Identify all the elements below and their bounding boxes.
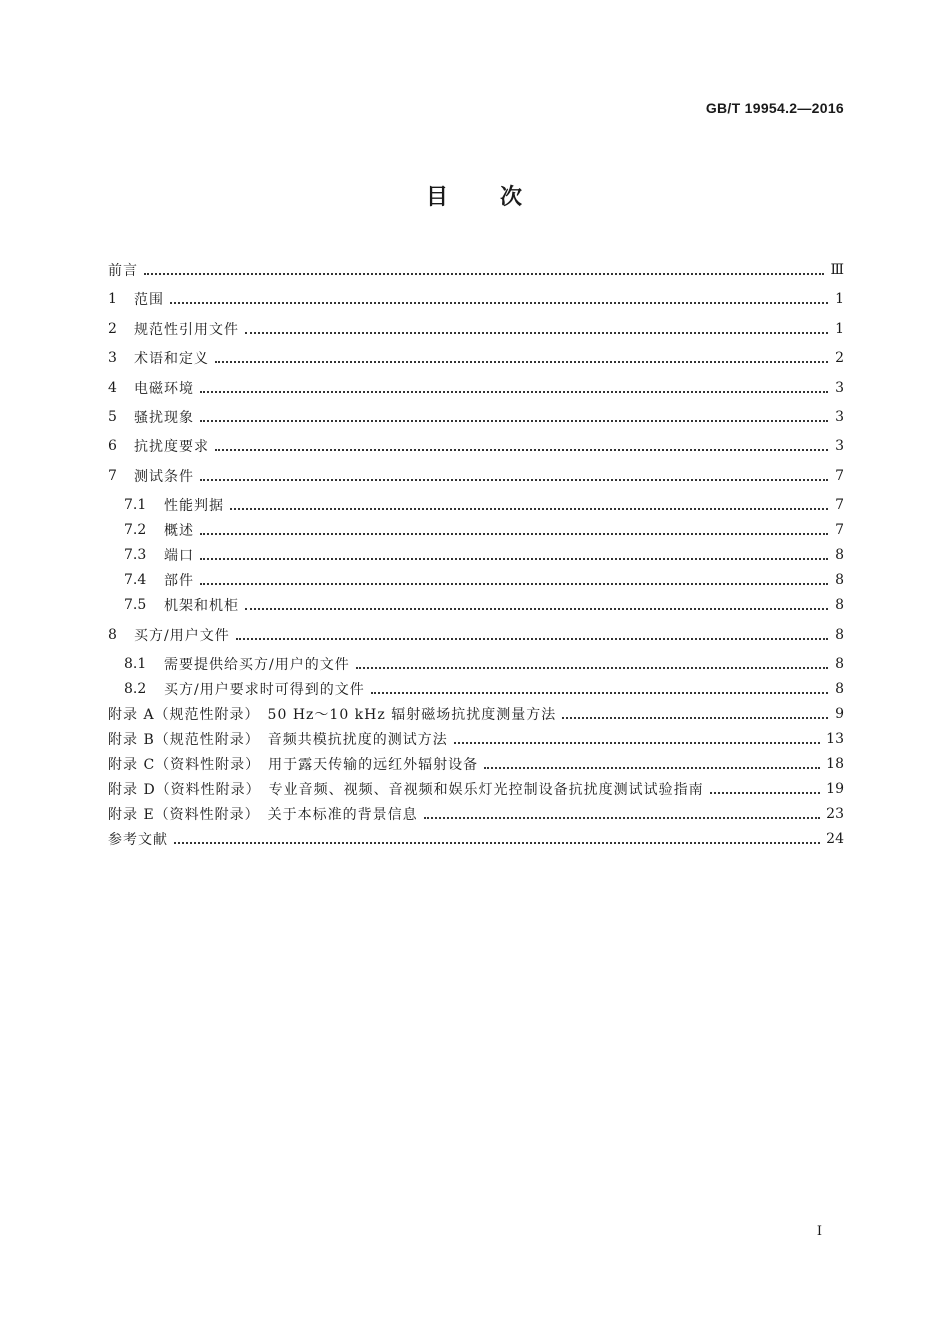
- toc-entry-annex-a[interactable]: [108, 702, 844, 726]
- dot-leader: [484, 753, 820, 769]
- toc-entry-7-1[interactable]: [124, 493, 844, 517]
- toc-page: 8: [835, 572, 844, 588]
- dot-leader: [710, 778, 820, 794]
- dot-leader: [230, 494, 828, 510]
- toc-page: 8: [835, 681, 844, 697]
- toc-num: 7.4: [124, 572, 147, 588]
- toc-label: 需要提供给买方/用户的文件: [164, 657, 350, 673]
- toc-entry-7[interactable]: [108, 464, 844, 488]
- toc-label: 电磁环境: [134, 381, 194, 397]
- toc-num: 8: [108, 627, 117, 643]
- dot-leader: [200, 544, 828, 560]
- toc-entry-annex-b[interactable]: [108, 727, 844, 751]
- toc-num: 7.5: [124, 597, 147, 613]
- toc-page: 8: [835, 627, 844, 643]
- dot-leader: [454, 728, 820, 744]
- toc-entry-6[interactable]: [108, 434, 844, 458]
- toc-title-char-2: 次: [500, 185, 525, 210]
- toc-page: 7: [835, 497, 844, 513]
- toc-label: 附录 A（规范性附录） 50 Hz～10 kHz 辐射磁场抗扰度测量方法: [108, 707, 557, 723]
- toc-entry-5[interactable]: [108, 405, 844, 429]
- toc-page: 7: [835, 468, 844, 484]
- dot-leader: [371, 678, 828, 694]
- dot-leader: [200, 406, 828, 422]
- toc-entry-2[interactable]: [108, 317, 844, 341]
- toc-page: 23: [826, 806, 844, 822]
- toc-page: 9: [835, 706, 844, 722]
- toc-label: 附录 C（资料性附录） 用于露天传输的远红外辐射设备: [108, 757, 479, 773]
- toc-num: 7.1: [124, 497, 147, 513]
- toc-label: 买方/用户要求时可得到的文件: [164, 682, 365, 698]
- toc-title: [0, 180, 950, 211]
- toc-page: 7: [835, 522, 844, 538]
- toc-entry-annex-d[interactable]: [108, 777, 844, 801]
- toc-label: 规范性引用文件: [134, 322, 239, 338]
- dot-leader: [245, 594, 828, 610]
- dot-leader: [215, 347, 828, 363]
- dot-leader: [236, 624, 828, 640]
- toc-page: 8: [835, 656, 844, 672]
- page-number: I: [816, 1224, 822, 1239]
- toc-num: 5: [108, 409, 117, 425]
- toc-label: 附录 D（资料性附录） 专业音频、视频、音视频和娱乐灯光控制设备抗扰度测试试验指南: [108, 782, 704, 798]
- toc-entry-annex-c[interactable]: [108, 752, 844, 776]
- toc-page: 18: [826, 756, 844, 772]
- toc-entry-8-2[interactable]: [124, 677, 844, 701]
- dot-leader: [562, 703, 828, 719]
- dot-leader: [200, 377, 828, 393]
- toc-num: 7: [108, 468, 117, 484]
- dot-leader: [424, 803, 821, 819]
- toc-entry-bibliography[interactable]: [108, 827, 844, 851]
- toc-entry-7-4[interactable]: [124, 568, 844, 592]
- standard-code: GB/T 19954.2—2016: [705, 100, 844, 116]
- dot-leader: [245, 318, 828, 334]
- toc-page: 13: [826, 731, 844, 747]
- toc-entry-annex-e[interactable]: [108, 802, 844, 826]
- toc-label: 前言: [108, 263, 138, 279]
- toc-entry-1[interactable]: [108, 287, 844, 311]
- toc-num: 7.2: [124, 522, 147, 538]
- toc-page: 3: [835, 409, 844, 425]
- toc-label: 范围: [134, 292, 164, 308]
- toc-title-char-1: 目: [425, 185, 450, 210]
- dot-leader: [170, 288, 828, 304]
- toc-entry-7-2[interactable]: [124, 518, 844, 542]
- toc-page: 24: [826, 831, 844, 847]
- toc-label: 买方/用户文件: [134, 628, 230, 644]
- toc-page: 3: [835, 438, 844, 454]
- toc-page: 1: [835, 291, 844, 307]
- dot-leader: [356, 653, 828, 669]
- toc-label: 骚扰现象: [134, 410, 194, 426]
- toc-label: 测试条件: [134, 469, 194, 485]
- toc-label: 参考文献: [108, 832, 168, 848]
- toc-page: 3: [835, 380, 844, 396]
- toc-label: 端口: [164, 548, 194, 564]
- toc-page: Ⅲ: [830, 262, 844, 278]
- toc-label: 机架和机柜: [164, 598, 239, 614]
- toc-num: 6: [108, 438, 117, 454]
- toc-label: 概述: [164, 523, 194, 539]
- toc-page: 8: [835, 547, 844, 563]
- toc-label: 术语和定义: [134, 351, 209, 367]
- dot-leader: [144, 259, 824, 275]
- toc-page: 19: [826, 781, 844, 797]
- toc-entry-4[interactable]: [108, 376, 844, 400]
- toc-entry-7-3[interactable]: [124, 543, 844, 567]
- toc-entry-foreword[interactable]: [108, 258, 844, 282]
- toc-num: 1: [108, 291, 117, 307]
- dot-leader: [200, 569, 828, 585]
- toc-entry-3[interactable]: [108, 346, 844, 370]
- dot-leader: [215, 435, 828, 451]
- toc-label: 抗扰度要求: [134, 439, 209, 455]
- toc-entry-7-5[interactable]: [124, 593, 844, 617]
- toc-page: 8: [835, 597, 844, 613]
- toc-page: 1: [835, 321, 844, 337]
- toc-page: 2: [835, 350, 844, 366]
- toc-num: 8.2: [124, 681, 147, 697]
- toc-entry-8[interactable]: [108, 623, 844, 647]
- toc-num: 3: [108, 350, 117, 366]
- dot-leader: [174, 828, 820, 844]
- toc-num: 7.3: [124, 547, 147, 563]
- toc-label: 附录 E（资料性附录） 关于本标准的背景信息: [108, 807, 418, 823]
- toc-label: 性能判据: [164, 498, 224, 514]
- dot-leader: [200, 465, 828, 481]
- toc-num: 2: [108, 321, 117, 337]
- toc-entry-8-1[interactable]: [124, 652, 844, 676]
- dot-leader: [200, 519, 828, 535]
- toc-label: 部件: [164, 573, 194, 589]
- toc-label: 附录 B（规范性附录） 音频共模抗扰度的测试方法: [108, 732, 448, 748]
- toc-num: 4: [108, 380, 117, 396]
- toc-num: 8.1: [124, 656, 147, 672]
